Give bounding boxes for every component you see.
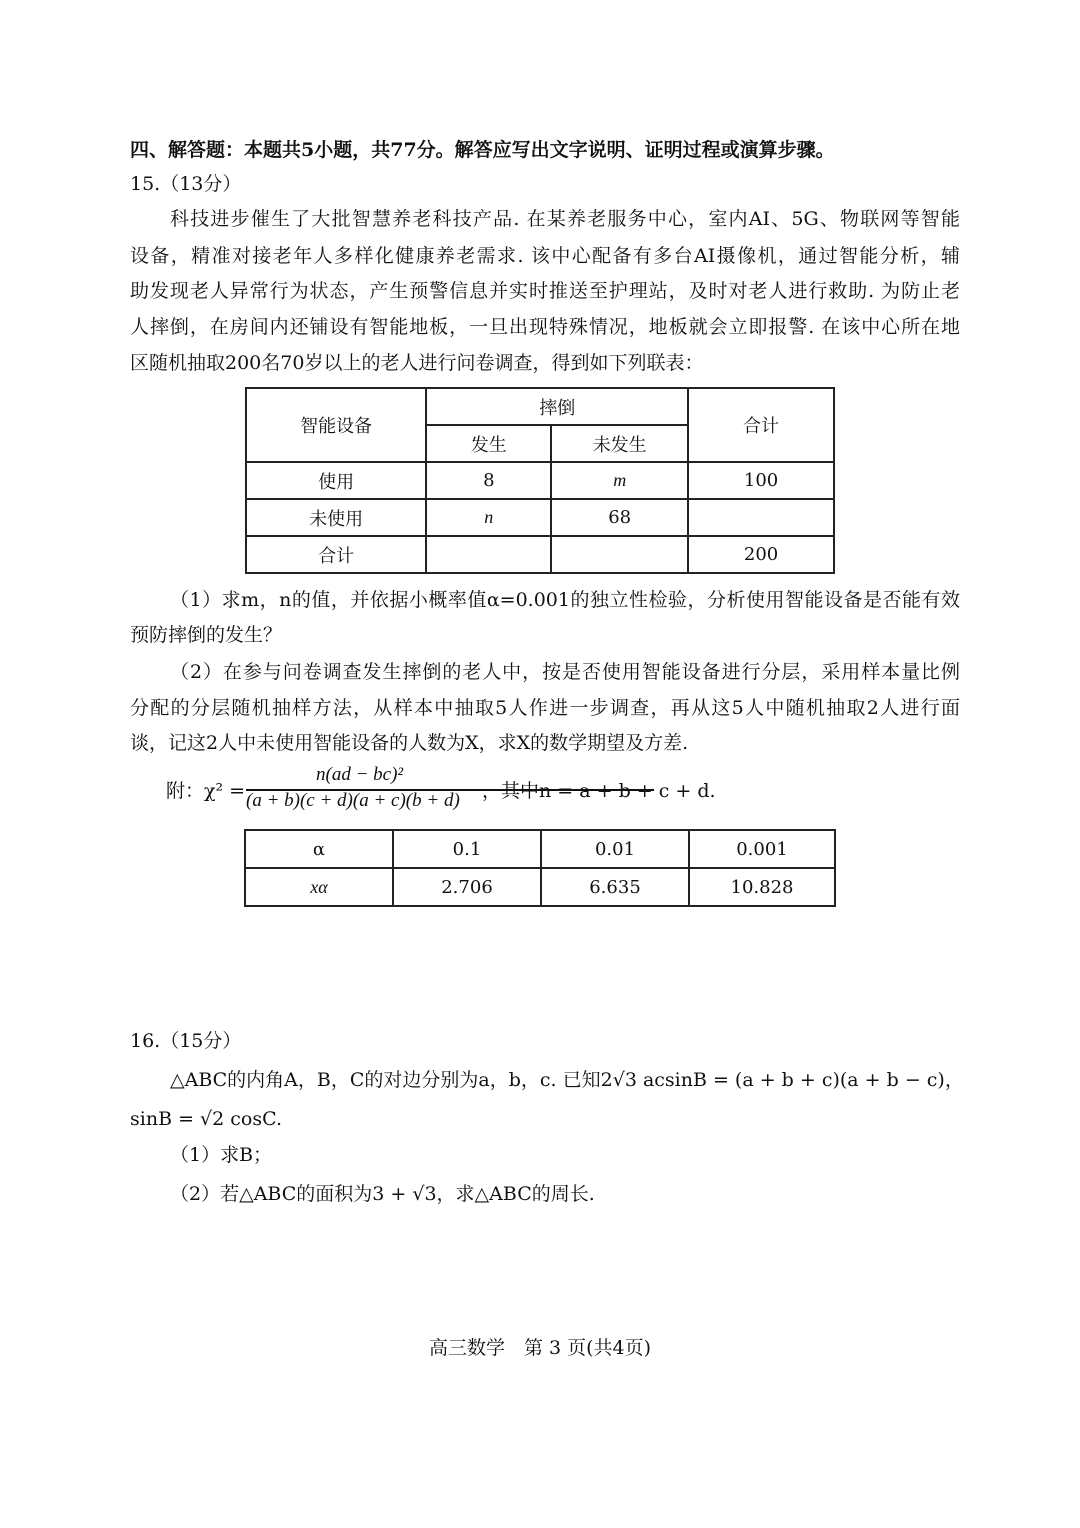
table-row [246,499,834,536]
section-header: 四、解答题：本题共5小题，共77分。解答应写出文字说明、证明过程或演算步骤。 [130,139,835,161]
formula-denominator: (a + b)(c + d)(a + c)(b + d) [246,790,460,811]
cell: m [551,462,688,499]
critical-value-table [244,829,836,907]
q16-line: sinB = √2 cosC. [130,1108,282,1130]
q15-part1-line: 预防摔倒的发生？ [130,624,283,646]
cell: 2.706 [393,868,541,906]
cell: 200 [688,536,834,573]
cell: n [426,499,551,536]
cell: 6.635 [541,868,689,906]
cell: α [245,830,393,868]
row-label: 合计 [246,536,426,573]
formula-numerator: n(ad − bc)² [316,764,404,785]
q15-part2-line: 谈，记这2人中未使用智能设备的人数为X，求X的数学期望及方差. [130,732,689,754]
cell: 0.1 [393,830,541,868]
row-label: 使用 [246,462,426,499]
cell: 68 [551,499,688,536]
table-row [245,868,835,906]
cell: 8 [426,462,551,499]
q15-part2-line: （2）在参与问卷调查发生摔倒的老人中，按是否使用智能设备进行分层，采用样本量比例 [170,661,960,683]
q16-line: △ABC的内角A，B，C的对边分别为a，b，c. 已知2√3 acsinB = (a + b + c)(a + b − c)， [170,1069,964,1091]
cell: 100 [688,462,834,499]
q15-part1-line: （1）求m，n的值，并依据小概率值α=0.001的独立性检验，分析使用智能设备是否能有效 [170,589,960,611]
header-not-occurred: 未发生 [551,425,688,462]
header-fall: 摔倒 [426,388,688,425]
formula-suffix: ，其中n = a + b + c + d. [482,780,716,802]
q15-para-line: 科技进步催生了大批智慧养老科技产品. 在某养老服务中心，室内AI、5G、物联网等智能 [170,208,960,230]
q16-part1: （1）求B； [170,1144,273,1166]
table-row [245,830,835,868]
header-total: 合计 [688,388,834,462]
row-label: 未使用 [246,499,426,536]
cell [551,536,688,573]
page-footer: 高三数学 第 3 页(共4页) [428,1337,652,1359]
cell [688,499,834,536]
formula-prefix: 附：χ² = [166,780,246,802]
header-device: 智能设备 [246,388,426,462]
q16-number: 16.（15分） [130,1030,242,1052]
q15-part2-line: 分配的分层随机抽样方法，从样本中抽取5人作进一步调查，再从这5人中随机抽取2人进行面 [130,697,960,719]
q15-para-line: 区随机抽取200名70岁以上的老人进行问卷调查，得到如下列联表： [130,352,704,374]
cell: 10.828 [689,868,835,906]
q15-para-line: 人摔倒，在房间内还铺设有智能地板，一旦出现特殊情况，地板就会立即报警. 在该中心所在地 [130,316,960,338]
contingency-table [245,387,835,574]
table-row [246,536,834,573]
cell: 0.001 [689,830,835,868]
q15-para-line: 设备，精准对接老年人多样化健康养老需求. 该中心配备有多台AI摄像机，通过智能分析，辅 [130,245,960,267]
q16-part2: （2）若△ABC的面积为3 + √3，求△ABC的周长. [170,1183,595,1205]
header-occurred: 发生 [426,425,551,462]
cell: xα [245,868,393,906]
cell: 0.01 [541,830,689,868]
table-row [246,462,834,499]
q15-para-line: 助发现老人异常行为状态，产生预警信息并实时推送至护理站，及时对老人进行救助. 为防止老 [130,280,960,302]
q15-number: 15.（13分） [130,173,242,195]
cell [426,536,551,573]
